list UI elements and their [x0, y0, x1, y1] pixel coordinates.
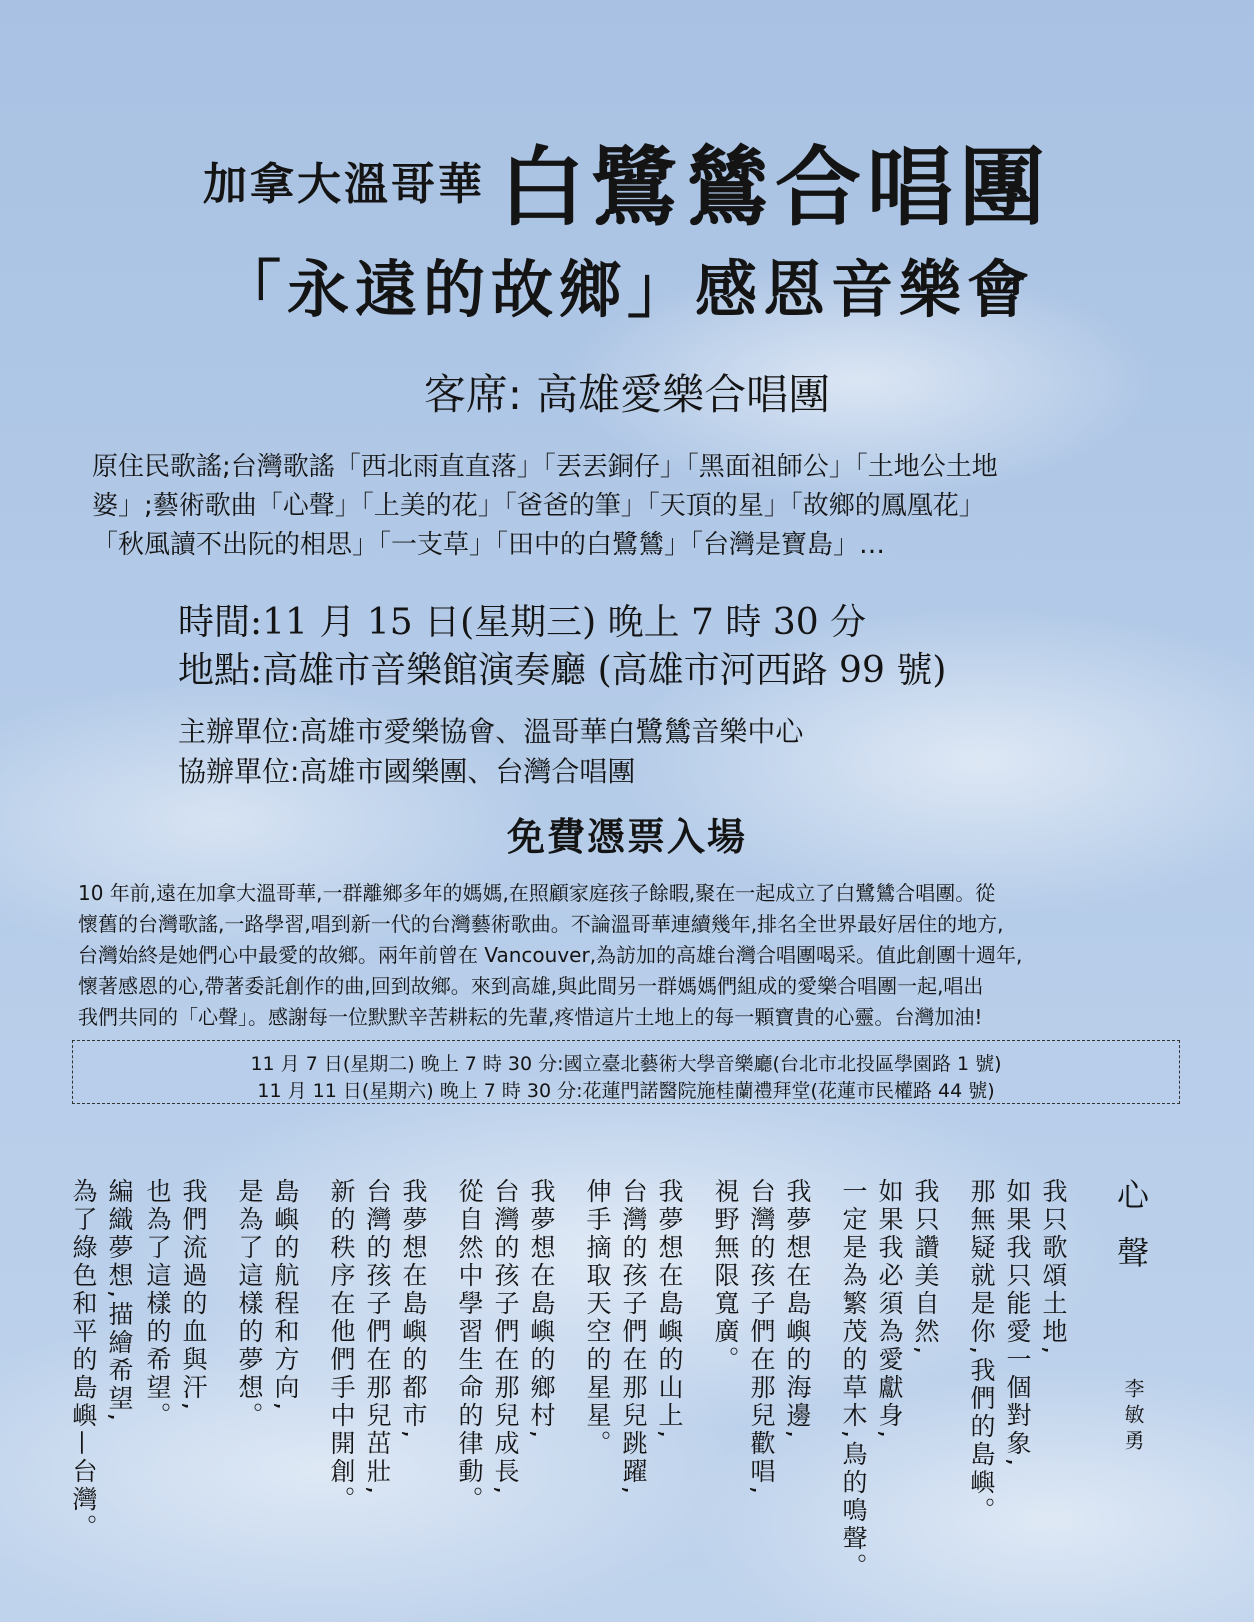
description [78, 878, 1182, 1033]
poem-title: 心聲 [1112, 1178, 1150, 1294]
guest-label: 客席: [423, 370, 523, 419]
poem-line: 一定是為繁茂的草木,鳥的鳴聲。 [839, 1178, 868, 1581]
show-taipei: 11 月 7 日(星期二) 晚上 7 時 30 分:國立臺北藝術大學音樂廳(台北市北投區學園路 1 號) [250, 1053, 1002, 1075]
poem-line: 那無疑就是你,我們的島嶼。 [967, 1178, 996, 1525]
poem-line: 我夢想在島嶼的鄉村, [527, 1178, 556, 1441]
song-list-line: 原住民歌謠;台灣歌謠「西北雨直直落」「丟丟銅仔」「黑面祖師公」「土地公土地 [92, 452, 998, 482]
poem-line: 我夢想在島嶼的山上, [655, 1178, 684, 1441]
song-list [92, 448, 1182, 565]
song-list-line: 婆」;藝術歌曲「心聲」「上美的花」「爸爸的筆」「天頂的星」「故鄉的鳳凰花」 [92, 491, 985, 521]
poem-line: 如果我必須為愛獻身, [875, 1178, 904, 1441]
poem-line: 新的秩序在他們手中開創。 [327, 1178, 356, 1514]
description-line: 10 年前,遠在加拿大溫哥華,一群離鄉多年的媽媽,在照顧家庭孩子餘暇,聚在一起成立了白鷺鷥合唱團。從 [78, 881, 996, 905]
poem-line: 我們流過的血與汗, [179, 1178, 208, 1413]
description-line: 懷著感恩的心,帶著委託創作的曲,回到故鄉。來到高雄,與此間另一群媽媽們組成的愛樂合唱團一起,唱出 [78, 974, 984, 998]
co-organizer: 協辦單位:高雄市國樂團、台灣合唱團 [178, 755, 636, 788]
other-shows-box [72, 1040, 1180, 1104]
poem-line: 編織夢想,描繪希望, [105, 1178, 134, 1424]
event-place: 地點:高雄市音樂館演奏廳 (高雄市河西路 99 號) [178, 650, 947, 691]
poem-line: 台灣的孩子們在那兒歡唱, [747, 1178, 776, 1497]
poem-line: 我只歌頌土地, [1039, 1178, 1068, 1357]
poem-line: 台灣的孩子們在那兒成長, [491, 1178, 520, 1497]
poem-line: 伸手摘取天空的星星。 [583, 1178, 612, 1458]
guest-name: 高雄愛樂合唱團 [536, 370, 831, 419]
description-line: 台灣始終是她們心中最愛的故鄉。兩年前曾在 Vancouver,為訪加的高雄台灣合唱團喝采。值此創團十週年, [78, 943, 1023, 967]
host-organizer: 主辦單位:高雄市愛樂協會、溫哥華白鷺鷥音樂中心 [178, 715, 804, 748]
poem [69, 1178, 1162, 1598]
title-prefix: 加拿大溫哥華 [203, 159, 485, 210]
poem-line: 也為了這樣的希望。 [143, 1178, 172, 1430]
song-list-line: 「秋風讀不出阮的相思」「一支草」「田中的白鷺鷥」「台灣是寶島」… [92, 530, 886, 560]
poem-line: 視野無限寬廣。 [711, 1178, 740, 1374]
choir-name: 白鷺鷥合唱團 [499, 137, 1051, 238]
description-line: 我們共同的「心聲」。感謝每一位默默辛苦耕耘的先輩,疼惜這片土地上的每一顆寶貴的心靈。台灣加油! [78, 1005, 983, 1029]
poem-line: 台灣的孩子們在那兒茁壯, [363, 1178, 392, 1497]
description-line: 懷舊的台灣歌謠,一路學習,唱到新一代的台灣藝術歌曲。不論溫哥華連續幾年,排名全世界最好居住的地方, [78, 912, 1004, 936]
poem-author: 李敏勇 [1121, 1378, 1145, 1456]
poem-line: 從自然中學習生命的律動。 [455, 1178, 484, 1514]
poem-line: 台灣的孩子們在那兒跳躍, [619, 1178, 648, 1497]
show-hualien: 11 月 11 日(星期六) 晚上 7 時 30 分:花蓮門諾醫院施桂蘭禮拜堂(花蓮市民權路 44 號) [257, 1080, 995, 1102]
admission-note: 免費憑票入場 [506, 814, 747, 859]
poem-line: 如果我只能愛一個對象, [1003, 1178, 1032, 1469]
poem-line: 我夢想在島嶼的海邊, [783, 1178, 812, 1441]
event-time: 時間:11 月 15 日(星期三) 晚上 7 時 30 分 [178, 602, 867, 643]
poem-line: 為了綠色和平的島嶼—台灣。 [69, 1178, 98, 1542]
choir-title [0, 118, 1254, 242]
concert-title: 「永遠的故鄉」感恩音樂會 [218, 253, 1035, 326]
poem-line: 島嶼的航程和方向, [271, 1178, 300, 1413]
poem-line: 是為了這樣的夢想。 [235, 1178, 264, 1430]
guest-performer [0, 362, 1254, 422]
poem-line: 我夢想在島嶼的都市, [399, 1178, 428, 1441]
poem-line: 我只讚美自然, [911, 1178, 940, 1357]
